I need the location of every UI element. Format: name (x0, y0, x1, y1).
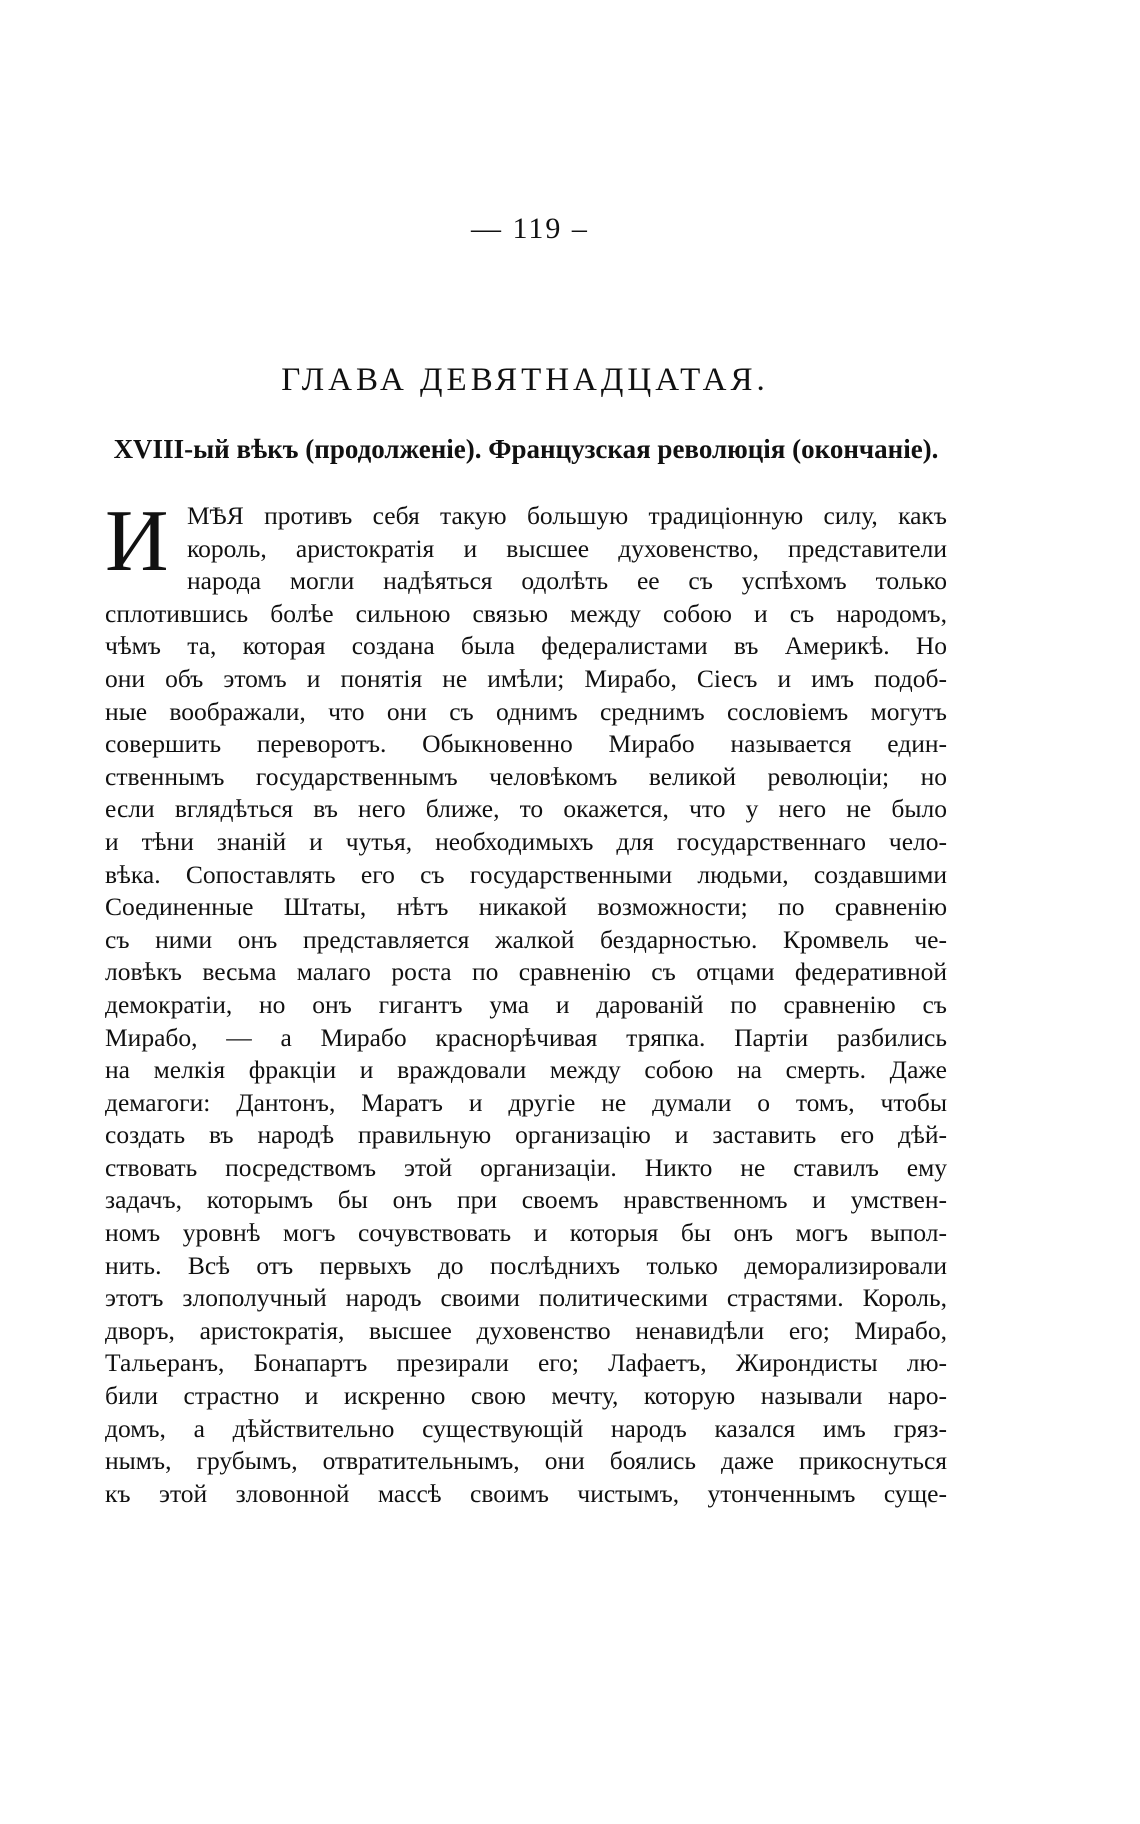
text-line: сплотившись болѣе сильною связью между собою и съ народомъ, (105, 598, 947, 628)
text-line: демагоги: Дантонъ, Маратъ и другіе не думали о томъ, чтобы (105, 1087, 947, 1117)
text-line: демократіи, но онъ гигантъ ума и дарованій по сравненію съ (105, 989, 947, 1019)
text-line: Тальеранъ, Бонапартъ презирали его; Лафаетъ, Жирондисты лю- (105, 1348, 947, 1378)
text-line: ственнымъ государственнымъ человѣкомъ великой революціи; но (105, 761, 947, 791)
text-line: били страстно и искренно свою мечту, которую называли наро- (105, 1381, 947, 1411)
text-line: этотъ злополучный народъ своими политическими страстями. Король, (105, 1283, 947, 1313)
text-line: МѢЯ противъ себя такую большую традиціонную силу, какъ (187, 501, 947, 530)
text-line: нить. Всѣ отъ первыхъ до послѣднихъ только деморализировали (105, 1250, 947, 1280)
text-line: Мирабо, — а Мирабо краснорѣчивая тряпка. Партіи разбились (105, 1022, 947, 1052)
text-line: ловѣкъ весьма малаго роста по сравненію съ отцами федеративной (105, 957, 947, 987)
text-line: номъ уровнѣ могъ сочувствовать и которыя бы онъ могъ выпол- (105, 1218, 947, 1248)
text-line: вѣка. Сопоставлять его съ государственными людьми, создавшими (105, 859, 947, 889)
text-line: домъ, а дѣйствительно существующій народъ казался имъ гряз- (105, 1413, 947, 1443)
text-line: дворъ, аристократія, высшее духовенство ненавидѣли его; Мирабо, (105, 1315, 947, 1345)
text-line: и тѣни знаній и чутья, необходимыхъ для государственнаго чело- (105, 826, 947, 856)
text-line: если вглядѣться въ него ближе, то окажется, что у него не было (105, 794, 947, 824)
text-line: къ этой зловонной массѣ своимъ чистымъ, утонченнымъ суще- (105, 1478, 947, 1508)
text-line: ствовать посредствомъ этой организаціи. Никто не ставилъ ему (105, 1152, 947, 1182)
drop-cap: И (105, 493, 169, 590)
text-line: ные воображали, что они съ однимъ среднимъ сословіемъ могутъ (105, 696, 947, 726)
chapter-subtitle: XVIII-ый вѣкъ (продолженіе). Французская революція (окончаніе). (113, 434, 939, 464)
text-line: совершить переворотъ. Обыкновенно Мирабо называется един- (105, 729, 947, 759)
text-line: они объ этомъ и понятія не имѣли; Мирабо, Сіесъ и имъ подоб- (105, 663, 947, 693)
text-line: король, аристократія и высшее духовенство, представители (187, 533, 947, 563)
chapter-title: ГЛАВА ДЕВЯТНАДЦАТАЯ. (281, 362, 769, 398)
page-number: — 119 – (471, 212, 589, 245)
text-line: народа могли надѣяться одолѣть ее съ успѣхомъ только (187, 566, 947, 596)
text-line: на мелкія фракціи и враждовали между собою на смерть. Даже (105, 1055, 947, 1085)
text-line: чѣмъ та, которая создана была федералистами въ Америкѣ. Но (105, 631, 947, 661)
text-line: создать въ народѣ правильную организацію и заставить его дѣй- (105, 1120, 947, 1150)
text-line: нымъ, грубымъ, отвратительнымъ, они боялись даже прикоснуться (105, 1446, 947, 1476)
text-line: съ ними онъ представляется жалкой бездарностью. Кромвель че- (105, 924, 947, 954)
text-line: Соединенные Штаты, нѣтъ никакой возможности; по сравненію (105, 892, 947, 922)
body-paragraph (105, 493, 947, 1510)
text-line: задачъ, которымъ бы онъ при своемъ нравственномъ и умствен- (105, 1185, 947, 1215)
